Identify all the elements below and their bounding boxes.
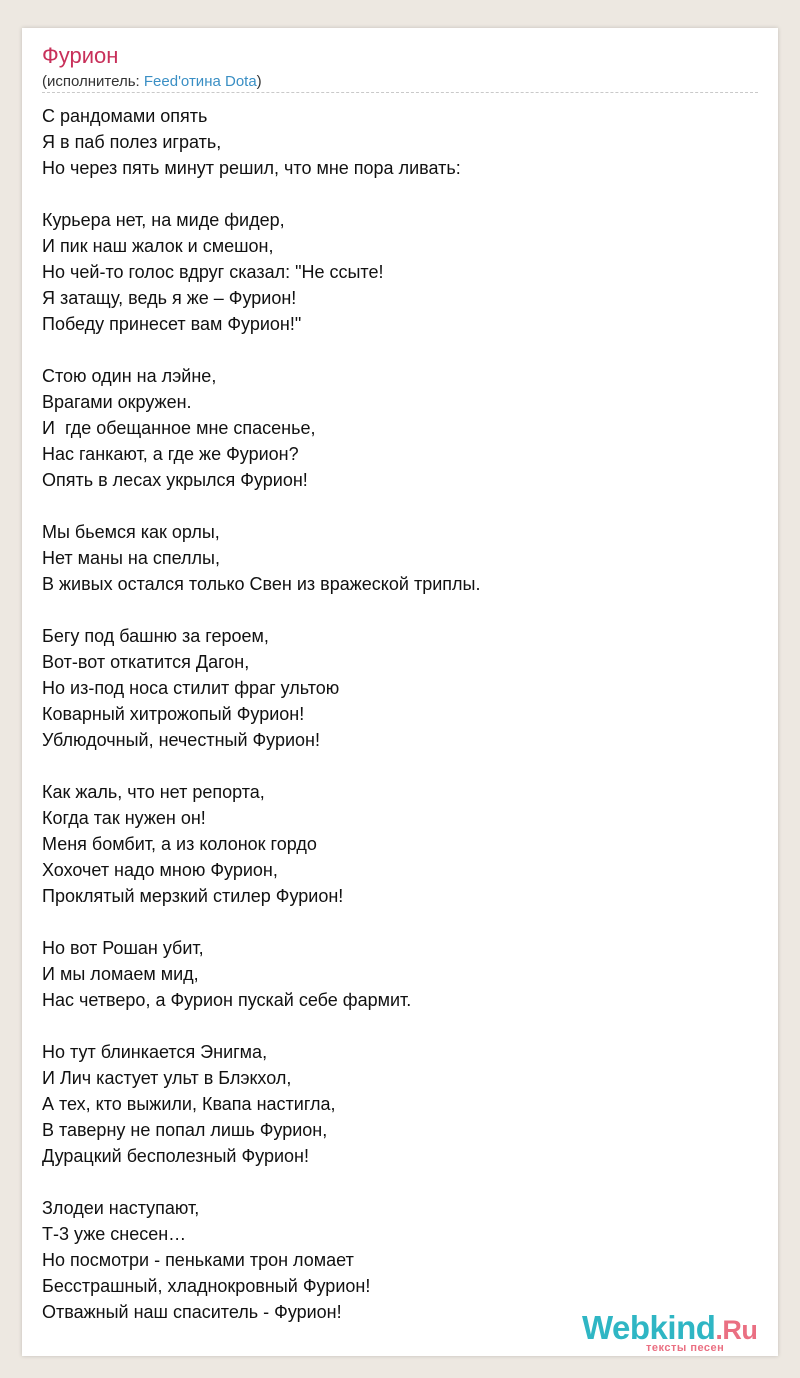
stanza-break xyxy=(42,493,758,519)
lyric-line: Когда так нужен он! xyxy=(42,808,206,828)
artist-suffix: ) xyxy=(256,73,262,90)
lyric-line: Меня бомбит, а из колонок гордо xyxy=(42,834,317,854)
lyric-line: И пик наш жалок и смешон, xyxy=(42,236,274,256)
lyric-line: С рандомами опять xyxy=(42,106,208,126)
stanza-break xyxy=(42,597,758,623)
lyric-line: Дурацкий бесполезный Фурион! xyxy=(42,1146,309,1166)
lyric-line: Вот-вот откатится Дагон, xyxy=(42,652,250,672)
lyric-line: Врагами окружен. xyxy=(42,392,192,412)
stanza-break xyxy=(42,909,758,935)
stanza-break xyxy=(42,1169,758,1195)
lyric-line: Но из-под носа стилит фраг ультою xyxy=(42,678,340,698)
stanza-break xyxy=(42,337,758,363)
lyric-line: Нас ганкают, а где же Фурион? xyxy=(42,444,299,464)
lyrics-card xyxy=(22,28,778,1356)
lyric-line: Но через пять минут решил, что мне пора ливать: xyxy=(42,158,461,178)
artist-link[interactable]: Feed'отина Dota xyxy=(143,73,257,90)
divider xyxy=(42,92,758,93)
lyric-line: Проклятый мерзкий стилер Фурион! xyxy=(42,886,344,906)
lyric-line: Стою один на лэйне, xyxy=(42,366,217,386)
logo-suffix: .Ru xyxy=(715,1315,758,1345)
lyric-line: Хохочет надо мною Фурион, xyxy=(42,860,278,880)
lyric-line: Как жаль, что нет репорта, xyxy=(42,782,265,802)
lyric-line: И где обещанное мне спасенье, xyxy=(42,418,316,438)
lyric-line: В таверну не попал лишь Фурион, xyxy=(42,1120,328,1140)
lyric-line: И мы ломаем мид, xyxy=(42,964,199,984)
artist-prefix: (исполнитель: xyxy=(42,73,144,90)
lyric-line: Курьера нет, на миде фидер, xyxy=(42,210,285,230)
lyric-line: Бесстрашный, хладнокровный Фурион! xyxy=(42,1276,371,1296)
lyric-line: Мы бьемся как орлы, xyxy=(42,522,220,542)
webkind-logo[interactable] xyxy=(582,1308,782,1356)
lyric-line: А тех, кто выжили, Квапа настигла, xyxy=(42,1094,336,1114)
stanza-break xyxy=(42,1013,758,1039)
song-title: Фурион xyxy=(42,43,119,68)
lyric-line: Коварный хитрожопый Фурион! xyxy=(42,704,305,724)
lyric-line: Победу принесет вам Фурион!" xyxy=(42,314,302,334)
stanza-break xyxy=(42,753,758,779)
lyric-line: Опять в лесах укрылся Фурион! xyxy=(42,470,308,490)
lyric-line: Но вот Рошан убит, xyxy=(42,938,204,958)
lyric-line: Ублюдочный, нечестный Фурион! xyxy=(42,730,320,750)
lyric-line: Злодеи наступают, xyxy=(42,1198,200,1218)
lyric-line: Но посмотри - пеньками трон ломает xyxy=(42,1250,354,1270)
lyric-line: Т-3 уже снесен… xyxy=(42,1224,187,1244)
lyrics-text xyxy=(42,103,758,1325)
artist-line xyxy=(42,73,262,91)
lyric-line: Нет маны на спеллы, xyxy=(42,548,220,568)
lyric-line: Отважный наш спаситель - Фурион! xyxy=(42,1302,342,1322)
lyric-line: Бегу под башню за героем, xyxy=(42,626,269,646)
lyric-line: В живых остался только Свен из вражеской триплы. xyxy=(42,574,481,594)
lyric-line: Но тут блинкается Энигма, xyxy=(42,1042,268,1062)
lyric-line: Нас четверо, а Фурион пускай себе фармит. xyxy=(42,990,412,1010)
lyric-line: Я в паб полез играть, xyxy=(42,132,222,152)
logo-name: Webkind xyxy=(582,1309,716,1346)
lyric-line: Я затащу, ведь я же – Фурион! xyxy=(42,288,297,308)
lyric-line: И Лич кастует ульт в Блэкхол, xyxy=(42,1068,292,1088)
logo-tagline: тексты песен xyxy=(646,1342,725,1354)
stanza-break xyxy=(42,181,758,207)
lyric-line: Но чей-то голос вдруг сказал: "Не ссыте! xyxy=(42,262,384,282)
